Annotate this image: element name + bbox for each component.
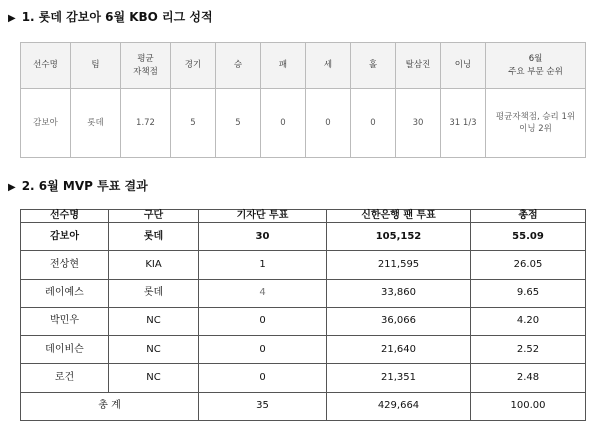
table-header-row [21,210,586,223]
table-cell: 1.72 [121,89,171,158]
table-cell: 5 [171,89,216,158]
header-cell: 신한은행 팬 투표 [327,210,471,223]
triangle-bullet-icon: ▶ [8,182,16,193]
table-cell: 31 1/3 [441,89,486,158]
total-votes: 35 [199,392,327,420]
table-cell: 26.05 [471,251,586,279]
header-cell: 기자단 투표 [199,210,327,223]
table-cell: 평균자책점, 승리 1위 이닝 2위 [486,89,586,158]
table-cell: 1 [199,251,327,279]
table-cell: 55.09 [471,223,586,251]
table-row [21,307,586,335]
table-cell: 211,595 [327,251,471,279]
header-cell: 선수명 [21,210,109,223]
header-cell: 팀 [71,43,121,89]
table-cell: 로건 [21,364,109,392]
triangle-bullet-icon: ▶ [8,13,16,24]
table-cell: 36,066 [327,307,471,335]
table-cell: 30 [396,89,441,158]
header-cell: 구단 [109,210,199,223]
table-row [21,251,586,279]
header-cell: 탈삼진 [396,43,441,89]
table-header-row [21,43,586,89]
table-cell: 0 [199,364,327,392]
table-cell: NC [109,364,199,392]
table-cell: 전상현 [21,251,109,279]
table-cell: 롯데 [109,279,199,307]
table-cell: 박민우 [21,307,109,335]
header-cell: 총점 [471,210,586,223]
table-cell: 4.20 [471,307,586,335]
table-cell: 2.52 [471,336,586,364]
table-cell: 21,351 [327,364,471,392]
table-cell: 0 [199,307,327,335]
header-cell: 선수명 [21,43,71,89]
header-cell: 평균 자책점 [121,43,171,89]
header-cell: 홀 [351,43,396,89]
table-cell: 0 [261,89,306,158]
table-cell: 레이예스 [21,279,109,307]
total-fan-votes: 429,664 [327,392,471,420]
table-cell: 롯데 [109,223,199,251]
table-cell: 30 [199,223,327,251]
table-cell: 4 [199,279,327,307]
table-cell: 5 [216,89,261,158]
header-cell: 승 [216,43,261,89]
mvp-vote-table [20,209,586,421]
table-row [21,279,586,307]
total-label: 총 계 [21,392,199,420]
table-cell: 2.48 [471,364,586,392]
table-row [21,336,586,364]
table-cell: 감보아 [21,89,71,158]
table-row [21,89,586,158]
table-row [21,223,586,251]
table-cell: 0 [199,336,327,364]
table-cell: 21,640 [327,336,471,364]
table-cell: 9.65 [471,279,586,307]
table-cell: NC [109,336,199,364]
table-cell: 0 [306,89,351,158]
section-title-1: ▶ 1. 롯데 감보아 6월 KBO 리그 성적 [8,10,213,24]
header-cell: 6월 주요 부문 순위 [486,43,586,89]
table-cell: 감보아 [21,223,109,251]
june-stats-table [20,42,586,158]
header-cell: 패 [261,43,306,89]
section-title-2: ▶ 2. 6월 MVP 투표 결과 [8,179,148,193]
table-cell: 33,860 [327,279,471,307]
table-cell: 롯데 [71,89,121,158]
table-cell: KIA [109,251,199,279]
table-cell: 데이비슨 [21,336,109,364]
table-cell: NC [109,307,199,335]
table-cell: 105,152 [327,223,471,251]
total-score: 100.00 [471,392,586,420]
total-row [21,392,586,420]
header-cell: 이닝 [441,43,486,89]
header-cell: 경기 [171,43,216,89]
table-cell: 0 [351,89,396,158]
header-cell: 세 [306,43,351,89]
table-row [21,364,586,392]
